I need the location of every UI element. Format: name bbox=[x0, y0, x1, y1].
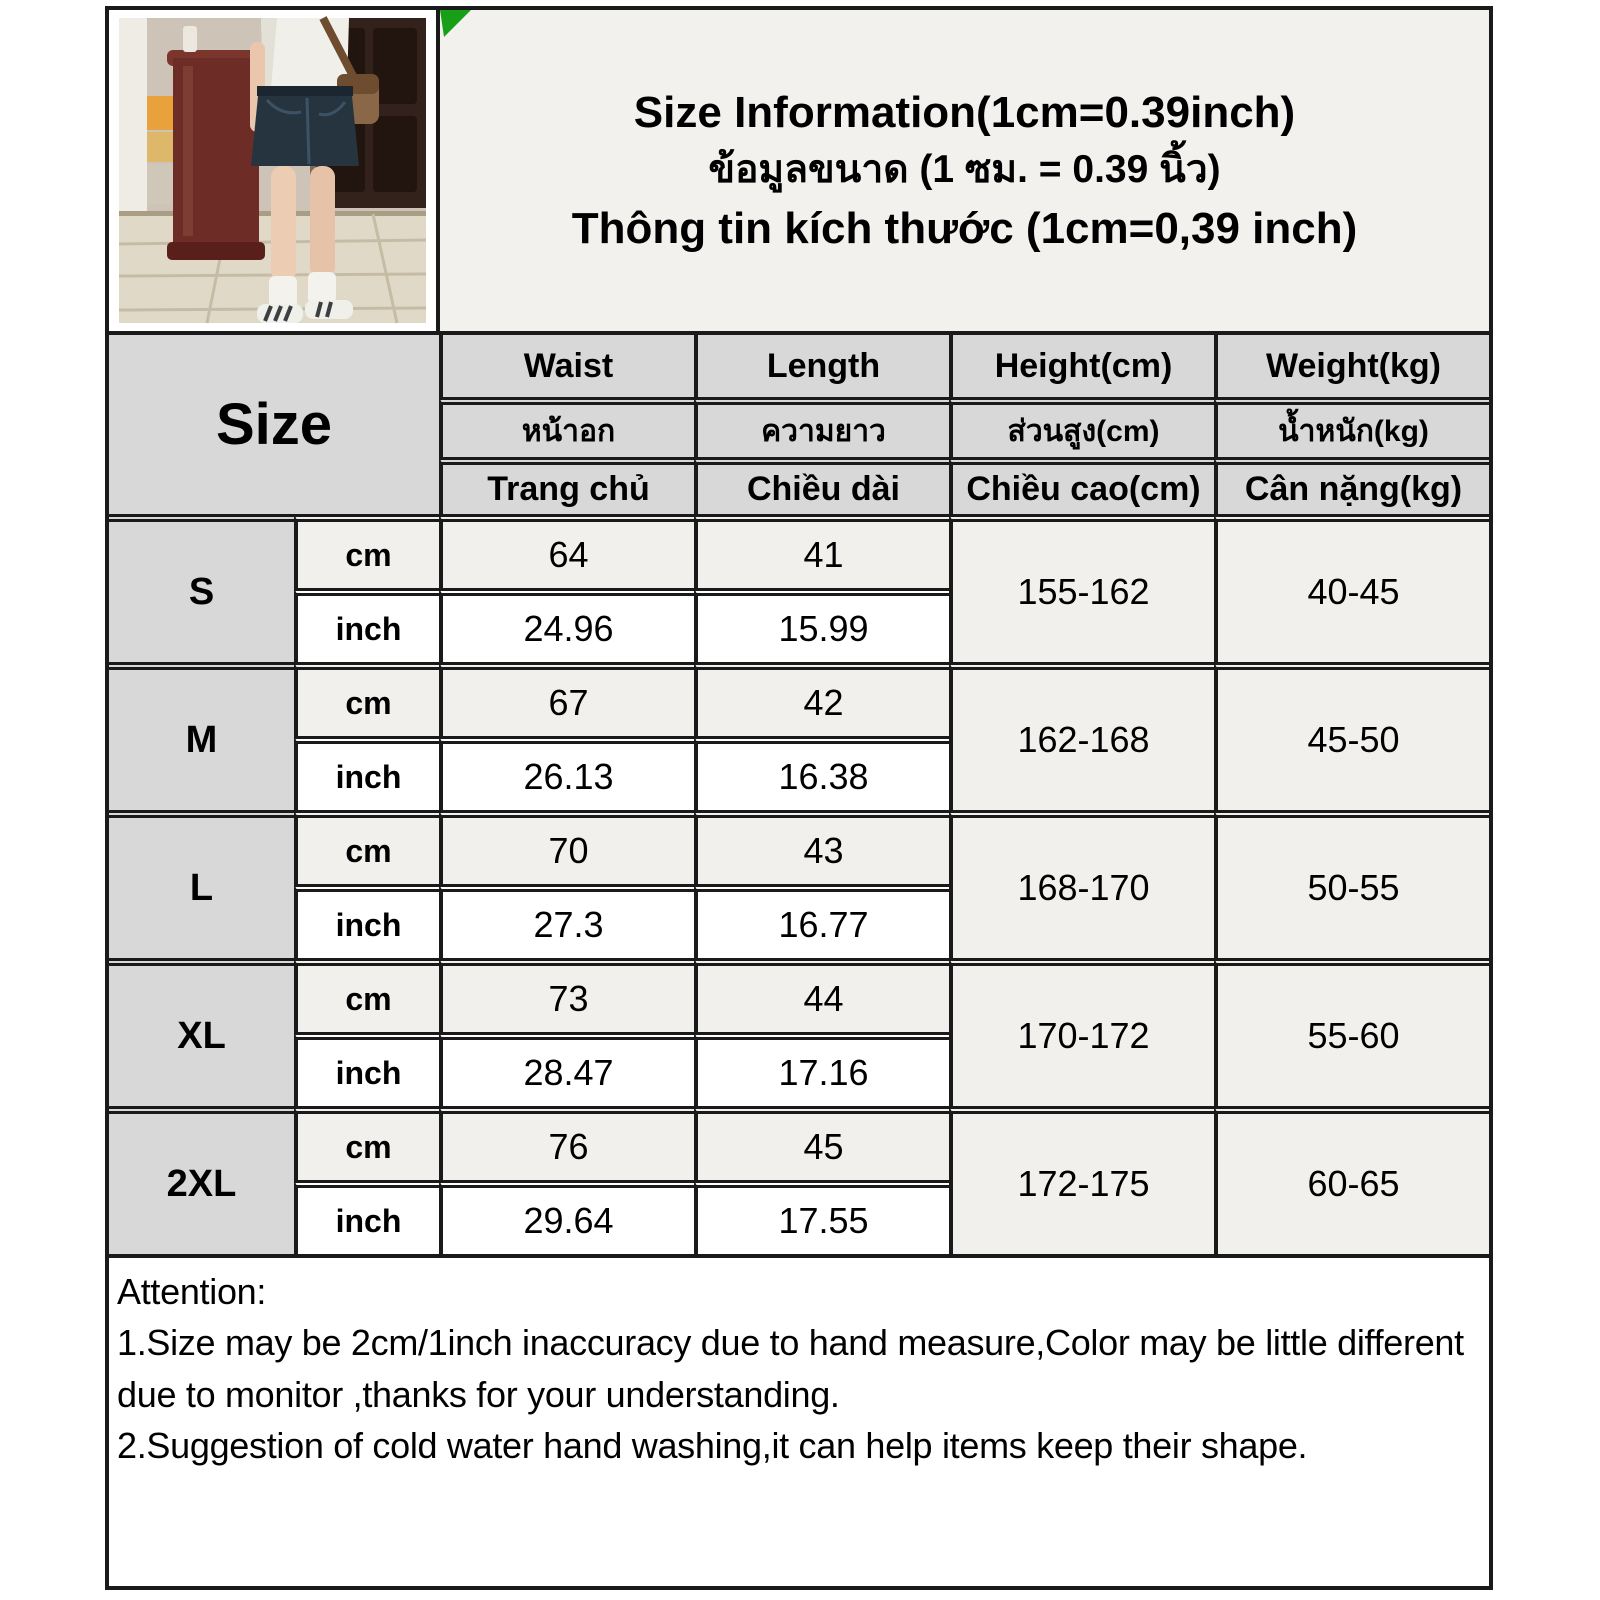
height-range-value: 168-170 bbox=[949, 810, 1214, 958]
length-inch-value: 17.16 bbox=[694, 1032, 949, 1106]
unit-inch: inch bbox=[294, 1032, 439, 1106]
unit-cm: cm bbox=[294, 514, 439, 588]
height-range-value: 155-162 bbox=[949, 514, 1214, 662]
waist-cm-value: 76 bbox=[439, 1106, 694, 1180]
length-cm-value: 45 bbox=[694, 1106, 949, 1180]
weight-range-value: 50-55 bbox=[1214, 810, 1489, 958]
size-table bbox=[105, 331, 1493, 1258]
col-header-height-vi: Chiều cao(cm) bbox=[949, 457, 1214, 514]
length-inch-value: 16.38 bbox=[694, 736, 949, 810]
unit-cm: cm bbox=[294, 1106, 439, 1180]
attention-notes bbox=[105, 1254, 1493, 1590]
size-label-2xl: 2XL bbox=[109, 1106, 294, 1254]
size-chart-sheet bbox=[105, 6, 1493, 1590]
unit-inch: inch bbox=[294, 1180, 439, 1254]
unit-cm: cm bbox=[294, 958, 439, 1032]
col-header-weight-th: น้ำหนัก(kg) bbox=[1214, 397, 1489, 457]
length-cm-value: 43 bbox=[694, 810, 949, 884]
col-header-length-en: Length bbox=[694, 335, 949, 397]
length-inch-value: 16.77 bbox=[694, 884, 949, 958]
length-inch-value: 17.55 bbox=[694, 1180, 949, 1254]
length-cm-value: 41 bbox=[694, 514, 949, 588]
length-inch-value: 15.99 bbox=[694, 588, 949, 662]
unit-inch: inch bbox=[294, 588, 439, 662]
col-header-length-th: ความยาว bbox=[694, 397, 949, 457]
waist-inch-value: 24.96 bbox=[439, 588, 694, 662]
attention-note-1: 1.Size may be 2cm/1inch inaccuracy due to hand measure,Color may be little different due to monitor ,thanks for your understanding. bbox=[117, 1322, 1464, 1415]
top-panel bbox=[105, 6, 1493, 335]
product-photo-illustration bbox=[111, 14, 434, 327]
waist-inch-value: 27.3 bbox=[439, 884, 694, 958]
col-header-height-en: Height(cm) bbox=[949, 335, 1214, 397]
waist-cm-value: 67 bbox=[439, 662, 694, 736]
title-panel bbox=[440, 10, 1489, 331]
size-column-header: Size bbox=[109, 335, 439, 514]
waist-cm-value: 64 bbox=[439, 514, 694, 588]
weight-range-value: 60-65 bbox=[1214, 1106, 1489, 1254]
col-header-waist-vi: Trang chủ bbox=[439, 457, 694, 514]
title-vietnamese: Thông tin kích thước (1cm=0,39 inch) bbox=[571, 203, 1358, 253]
weight-range-value: 45-50 bbox=[1214, 662, 1489, 810]
weight-range-value: 40-45 bbox=[1214, 514, 1489, 662]
title-english: Size Information(1cm=0.39inch) bbox=[633, 87, 1296, 137]
waist-inch-value: 29.64 bbox=[439, 1180, 694, 1254]
title-thai: ข้อมูลขนาด (1 ซม. = 0.39 นิ้ว) bbox=[708, 148, 1221, 192]
waist-cm-value: 73 bbox=[439, 958, 694, 1032]
length-cm-value: 44 bbox=[694, 958, 949, 1032]
length-cm-value: 42 bbox=[694, 662, 949, 736]
height-range-value: 170-172 bbox=[949, 958, 1214, 1106]
size-label-m: M bbox=[109, 662, 294, 810]
unit-cm: cm bbox=[294, 662, 439, 736]
waist-inch-value: 26.13 bbox=[439, 736, 694, 810]
col-header-weight-en: Weight(kg) bbox=[1214, 335, 1489, 397]
unit-cm: cm bbox=[294, 810, 439, 884]
size-label-s: S bbox=[109, 514, 294, 662]
green-corner-marker-icon bbox=[440, 10, 472, 38]
col-header-waist-en: Waist bbox=[439, 335, 694, 397]
col-header-weight-vi: Cân nặng(kg) bbox=[1214, 457, 1489, 514]
product-photo bbox=[109, 10, 440, 331]
weight-range-value: 55-60 bbox=[1214, 958, 1489, 1106]
height-range-value: 162-168 bbox=[949, 662, 1214, 810]
col-header-waist-th: หน้าอก bbox=[439, 397, 694, 457]
waist-inch-value: 28.47 bbox=[439, 1032, 694, 1106]
attention-heading: Attention: bbox=[117, 1271, 267, 1312]
unit-inch: inch bbox=[294, 884, 439, 958]
size-label-xl: XL bbox=[109, 958, 294, 1106]
unit-inch: inch bbox=[294, 736, 439, 810]
size-label-l: L bbox=[109, 810, 294, 958]
height-range-value: 172-175 bbox=[949, 1106, 1214, 1254]
col-header-length-vi: Chiều dài bbox=[694, 457, 949, 514]
attention-note-2: 2.Suggestion of cold water hand washing,it can help items keep their shape. bbox=[117, 1425, 1308, 1467]
col-header-height-th: ส่วนสูง(cm) bbox=[949, 397, 1214, 457]
waist-cm-value: 70 bbox=[439, 810, 694, 884]
